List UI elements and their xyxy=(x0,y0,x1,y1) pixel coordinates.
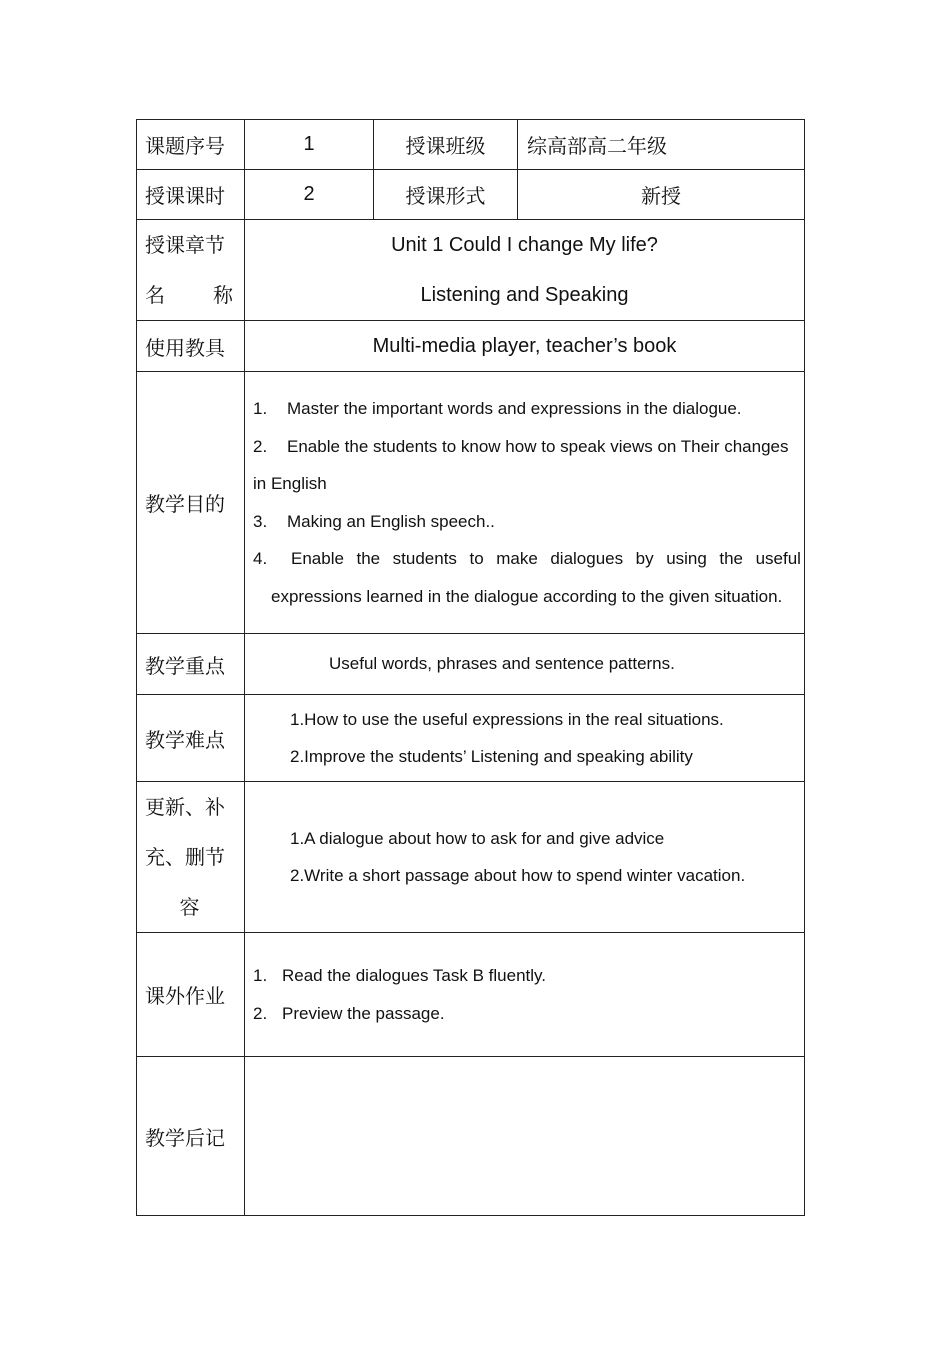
updates-cell xyxy=(245,782,805,933)
row-reflection xyxy=(137,1057,805,1216)
lesson-plan-table xyxy=(136,119,805,1216)
value-keypoints: Useful words, phrases and sentence patterns. xyxy=(245,634,805,695)
label-difficulties: 教学难点 xyxy=(137,695,245,782)
homework-item: 2. Preview the passage. xyxy=(253,1003,445,1023)
objective-4-word: to xyxy=(469,549,484,568)
chapter-title: Unit 1 Could I change My life? xyxy=(391,234,658,256)
row-updates xyxy=(137,782,805,933)
objective-item-cont: expressions learned in the dialogue according to the given situation. xyxy=(271,586,783,606)
homework-item: 1. Read the dialogues Task B fluently. xyxy=(253,965,546,985)
objective-4-word: make xyxy=(496,549,538,568)
value-class: 综高部高二年级 xyxy=(518,120,805,170)
objective-item: 1. Master the important words and expressions in the dialogue. xyxy=(253,399,742,418)
row-difficulties xyxy=(137,695,805,782)
label-serial: 课题序号 xyxy=(137,120,245,170)
row-hours xyxy=(137,170,805,220)
objective-4-word: the xyxy=(356,549,381,568)
objective-4-word: dialogues xyxy=(550,549,624,568)
label-hours: 授课课时 xyxy=(137,170,245,220)
label-updates: 更新、补 充、删节 容 xyxy=(137,782,245,933)
objective-4-word: students xyxy=(392,549,457,568)
difficulties-cell xyxy=(245,695,805,782)
chapter-subtitle: Listening and Speaking xyxy=(420,284,629,306)
value-tools: Multi-media player, teacher’s book xyxy=(245,321,805,372)
label-class: 授课班级 xyxy=(374,120,518,170)
difficulty-item: 2.Improve the students’ Listening and speaking ability xyxy=(290,747,693,766)
label-objectives: 教学目的 xyxy=(137,372,245,634)
row-objectives xyxy=(137,372,805,634)
value-form: 新授 xyxy=(518,170,805,220)
label-chapter xyxy=(137,220,245,321)
objective-item: 2. Enable the students to know how to speak views on Their changes xyxy=(253,436,789,456)
row-keypoints xyxy=(137,634,805,695)
objective-item: 4. Enable the students to make dialogues by using the useful xyxy=(253,540,804,578)
row-serial xyxy=(137,120,805,170)
objectives-cell xyxy=(245,372,805,634)
label-reflection: 教学后记 xyxy=(137,1057,245,1216)
label-homework: 课外作业 xyxy=(137,933,245,1057)
label-tools: 使用教具 xyxy=(137,321,245,372)
homework-cell xyxy=(245,933,805,1057)
objective-4-word: by xyxy=(635,549,654,568)
label-form: 授课形式 xyxy=(374,170,518,220)
label-chapter-line2b: 称 xyxy=(213,283,233,307)
update-item: 2.Write a short passage about how to spend winter vacation. xyxy=(290,866,746,885)
value-hours: 2 xyxy=(245,170,374,220)
label-chapter-line1: 授课章节 xyxy=(145,233,225,257)
objective-4-word: Enable xyxy=(291,549,344,568)
row-homework xyxy=(137,933,805,1057)
row-tools xyxy=(137,321,805,372)
objective-4-word: useful xyxy=(755,549,801,568)
chapter-cell xyxy=(245,220,805,321)
row-chapter xyxy=(137,220,805,321)
objective-item: 3. Making an English speech.. xyxy=(253,511,495,531)
value-serial: 1 xyxy=(245,120,374,170)
value-reflection xyxy=(245,1057,805,1216)
objective-4-word: using xyxy=(666,549,707,568)
objective-4-word: the xyxy=(719,549,744,568)
difficulty-item: 1.How to use the useful expressions in the real situations. xyxy=(290,709,724,729)
objective-4-words xyxy=(291,540,801,578)
label-chapter-line2a: 名 xyxy=(145,283,165,307)
objective-item-cont: in English xyxy=(253,474,327,493)
label-keypoints: 教学重点 xyxy=(137,634,245,695)
update-item: 1.A dialogue about how to ask for and give advice xyxy=(290,828,665,848)
